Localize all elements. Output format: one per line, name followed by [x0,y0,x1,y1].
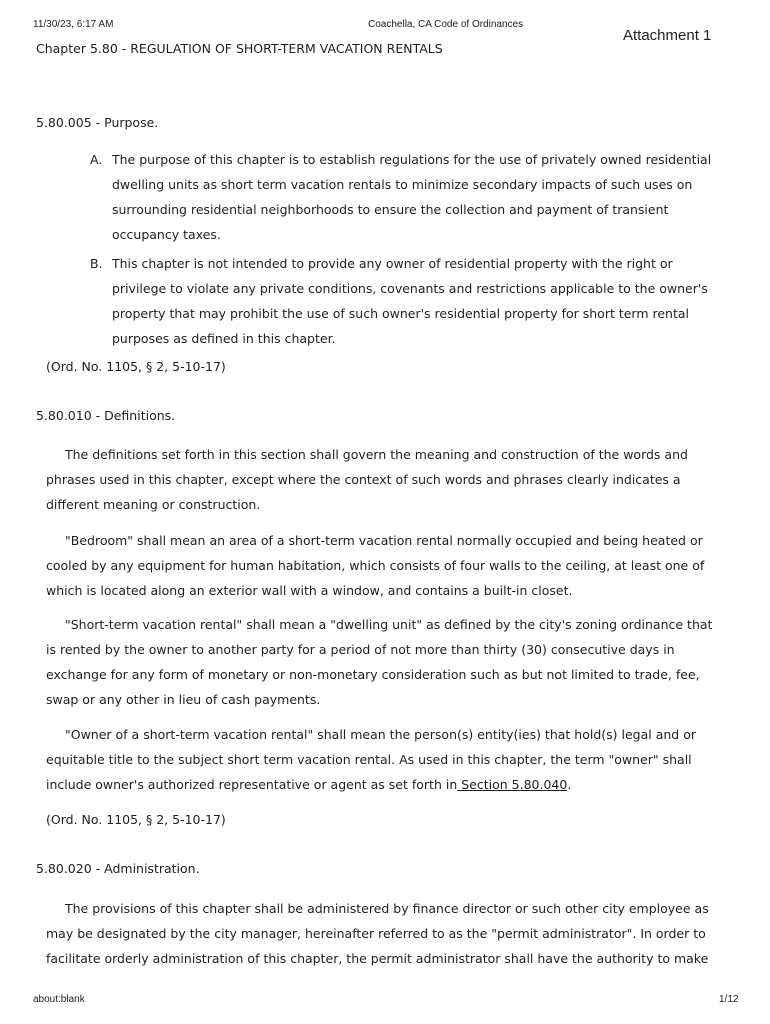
bedroom-definition: "Bedroom" shall mean an area of a short-term vacation rental normally occupied and being heated or cooled by any equipment for human habitation, which consists of four walls to the ceiling, at least one of which is located along an exterior wall with a window, and contains a built-in closet. [46,533,705,598]
attachment-label: Attachment 1 [623,27,712,44]
ordinance-citation: (Ord. No. 1105, § 2, 5-10-17) [46,812,226,827]
item-text: This chapter is not intended to provide any owner of residential property with the right or privilege to violate any private conditions, covenants and restrictions applicable to the owner's property that may prohibit the use of such owner's residential property for short term rental purposes as defined in this chapter. [112,256,708,346]
purpose-item-a [90,147,730,247]
administration-paragraph: The provisions of this chapter shall be administered by finance director or such other city employee as may be designated by the city manager, hereinafter referred to as the "permit administrator". In order to facilitate orderly administration of this chapter, the permit administrator shall have the authority to make [46,901,709,966]
section-5-80-040-link[interactable]: Section 5.80.040 [457,777,568,792]
purpose-item-b [90,251,730,351]
definitions-intro-paragraph: The definitions set forth in this section shall govern the meaning and construction of the words and phrases used in this chapter, except where the context of such words and phrases clearly indicates a different meaning or construction. [46,447,688,512]
owner-definition [46,722,726,797]
print-url: about:blank [33,994,85,1005]
print-doc-title: Coachella, CA Code of Ordinances [368,19,524,30]
section-title-purpose: 5.80.005 - Purpose. [36,115,159,130]
print-timestamp: 11/30/23, 6:17 AM [33,19,114,30]
item-label: A. [90,152,103,167]
item-label: B. [90,256,103,271]
section-title-definitions: 5.80.010 - Definitions. [36,408,176,423]
owner-definition-end: . [567,777,572,792]
owner-definition-text: "Owner of a short-term vacation rental" shall mean the person(s) entity(ies) that hold(s) legal and or equitable title to the subject short term vacation rental. As used in this chapter, the term "owner" shall include owner's authorized representative or agent as set forth in [46,727,696,792]
ordinance-citation: (Ord. No. 1105, § 2, 5-10-17) [46,359,226,374]
page-number: 1/12 [719,994,739,1005]
section-title-administration: 5.80.020 - Administration. [36,861,200,876]
item-text: The purpose of this chapter is to establish regulations for the use of privately owned residential dwelling units as short term vacation rentals to minimize secondary impacts of such uses on surrounding residential neighborhoods to ensure the collection and payment of transient occupancy taxes. [112,152,712,242]
short-term-rental-definition: "Short-term vacation rental" shall mean a "dwelling unit" as defined by the city's zoning ordinance that is rented by the owner to another party for a period of not more than thirty (30) consecutive days in exchange for any form of monetary or non-monetary consideration such as but not limited to trade, fee, swap or any other in lieu of cash payments. [46,617,713,707]
chapter-title: Chapter 5.80 - REGULATION OF SHORT-TERM VACATION RENTALS [36,41,443,56]
